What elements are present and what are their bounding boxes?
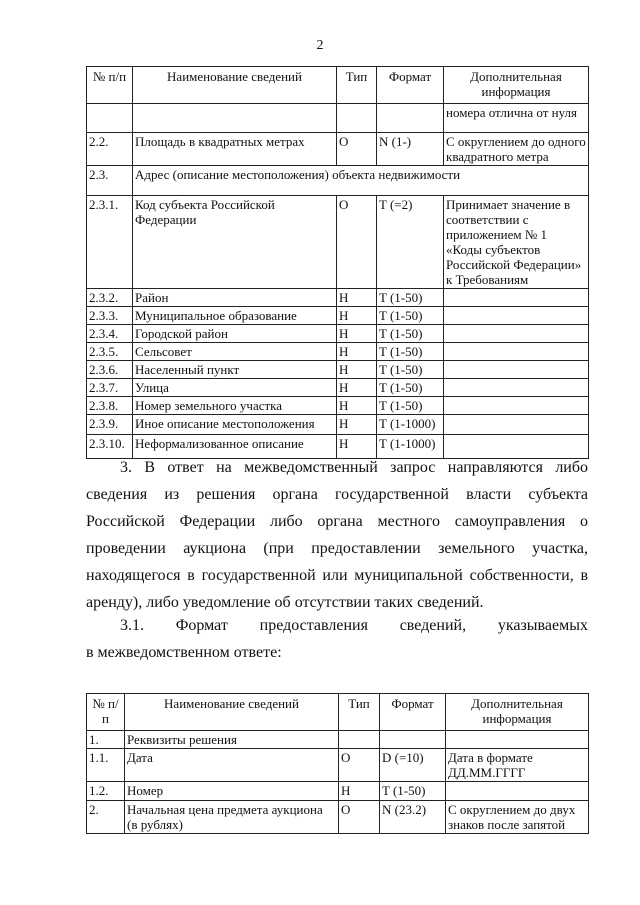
cell-info [444, 397, 589, 415]
header-number: № п/п [87, 694, 125, 731]
paragraph-word: сведений, [399, 617, 467, 634]
cell-type: Н [337, 435, 377, 459]
cell-info [444, 415, 589, 435]
cell-name [133, 104, 337, 133]
table-row [87, 379, 589, 397]
fields-table-2 [86, 693, 589, 834]
header-info: Дополнительная информация [446, 694, 589, 731]
header-format: Формат [377, 67, 444, 104]
table-row [87, 307, 589, 325]
cell-name: Площадь в квадратных метрах [133, 133, 337, 166]
cell-number: 2.3. [87, 166, 133, 196]
paragraph-word: предоставления [259, 617, 368, 634]
table-row [87, 133, 589, 166]
fields-table-1 [86, 66, 589, 459]
cell-number: 1.2. [87, 782, 125, 801]
page-number: 2 [316, 38, 324, 53]
cell-format: T (1-50) [377, 343, 444, 361]
cell-type: Н [337, 415, 377, 435]
cell-name: Городской район [133, 325, 337, 343]
table-row [87, 343, 589, 361]
cell-format: T (1-50) [377, 361, 444, 379]
cell-number: 1. [87, 731, 125, 749]
cell-format: T (1-50) [380, 782, 446, 801]
cell-format: T (1-50) [377, 397, 444, 415]
cell-info [446, 782, 589, 801]
cell-format: D (=10) [380, 749, 446, 782]
cell-name: Муниципальное образование [133, 307, 337, 325]
table-row [87, 166, 589, 196]
cell-format: N (1-) [377, 133, 444, 166]
cell-name: Код субъекта Российской Федерации [133, 196, 337, 289]
header-type: Тип [339, 694, 380, 731]
cell-info: Дата в формате ДД.ММ.ГГГГ [446, 749, 589, 782]
cell-name: Реквизиты решения [125, 731, 339, 749]
table-header-row [87, 67, 589, 104]
cell-type: Н [337, 379, 377, 397]
cell-info [444, 361, 589, 379]
table-row [87, 731, 589, 749]
cell-number: 2.3.2. [87, 289, 133, 307]
cell-number: 2. [87, 801, 125, 834]
cell-name: Сельсовет [133, 343, 337, 361]
table-header-row [87, 694, 589, 731]
cell-info: Принимает значение в соответствии с приложением № 1 «Коды субъектов Российской Федерации» к Требованиям [444, 196, 589, 289]
cell-number: 2.3.10. [87, 435, 133, 459]
cell-number [87, 104, 133, 133]
header-name: Наименование сведений [133, 67, 337, 104]
cell-type: Н [337, 289, 377, 307]
cell-number: 2.3.1. [87, 196, 133, 289]
table-row [87, 801, 589, 834]
table-row [87, 325, 589, 343]
cell-format: T (1-50) [377, 307, 444, 325]
header-format: Формат [380, 694, 446, 731]
cell-name: Неформализованное описание [133, 435, 337, 459]
cell-number: 2.3.6. [87, 361, 133, 379]
table-row [87, 361, 589, 379]
cell-info: С округлением до одного квадратного метра [444, 133, 589, 166]
table-row [87, 289, 589, 307]
cell-section-title: Адрес (описание местоположения) объекта недвижимости [133, 166, 589, 196]
cell-number: 2.2. [87, 133, 133, 166]
paragraph-word: указываемых [497, 617, 588, 634]
cell-format: N (23.2) [380, 801, 446, 834]
table-row [87, 104, 589, 133]
cell-type [337, 104, 377, 133]
cell-info [444, 325, 589, 343]
cell-number: 2.3.4. [87, 325, 133, 343]
cell-number: 2.3.9. [87, 415, 133, 435]
cell-name: Улица [133, 379, 337, 397]
cell-info: С округлением до двух знаков после запятой [446, 801, 589, 834]
cell-format: T (1-50) [377, 289, 444, 307]
cell-type: Н [337, 361, 377, 379]
cell-name: Район [133, 289, 337, 307]
cell-format: T (1-1000) [377, 435, 444, 459]
paragraph-word: Формат [175, 617, 228, 634]
cell-info [444, 289, 589, 307]
cell-info [444, 379, 589, 397]
table-row [87, 397, 589, 415]
cell-type: О [337, 196, 377, 289]
cell-type: О [337, 133, 377, 166]
cell-number: 2.3.5. [87, 343, 133, 361]
cell-format: T (1-50) [377, 325, 444, 343]
table-row [87, 749, 589, 782]
cell-type: Н [337, 307, 377, 325]
header-number: № п/п [87, 67, 133, 104]
cell-type: О [339, 749, 380, 782]
paragraph-3-1-line2: в межведомственном ответе: [86, 644, 282, 661]
cell-format: T (1-50) [377, 379, 444, 397]
table-row [87, 196, 589, 289]
cell-type: Н [337, 343, 377, 361]
cell-info [444, 343, 589, 361]
header-name: Наименование сведений [125, 694, 339, 731]
cell-name: Дата [125, 749, 339, 782]
paragraph-word: 3.1. [120, 617, 144, 634]
cell-number: 1.1. [87, 749, 125, 782]
table-row [87, 415, 589, 435]
cell-format: T (=2) [377, 196, 444, 289]
paragraph-3-1-line1 [86, 612, 588, 639]
cell-name: Иное описание местоположения [133, 415, 337, 435]
cell-type: Н [337, 397, 377, 415]
cell-name: Начальная цена предмета аукциона (в рублях) [125, 801, 339, 834]
cell-number: 2.3.3. [87, 307, 133, 325]
cell-info: номера отлична от нуля [444, 104, 589, 133]
cell-format: T (1-1000) [377, 415, 444, 435]
cell-format [377, 104, 444, 133]
table-row [87, 782, 589, 801]
paragraph-3 [86, 454, 588, 616]
cell-type: О [339, 801, 380, 834]
cell-name: Номер земельного участка [133, 397, 337, 415]
cell-type: Н [339, 782, 380, 801]
cell-name: Номер [125, 782, 339, 801]
paragraph-3-1 [86, 612, 588, 666]
paragraph-3-text: 3. В ответ на межведомственный запрос направляются либо сведения из решения органа государственной власти субъекта Российской Федерации либо органа местного самоуправления о проведении аукциона (при предоставлении земельного участка, находящегося в государственной или муниципальной собственности, в аренду), либо уведомление об отсутствии таких сведений. [86, 459, 588, 611]
cell-number: 2.3.8. [87, 397, 133, 415]
cell-number: 2.3.7. [87, 379, 133, 397]
header-type: Тип [337, 67, 377, 104]
cell-name: Населенный пункт [133, 361, 337, 379]
cell-info [444, 307, 589, 325]
cell-type: Н [337, 325, 377, 343]
cell-format [380, 731, 446, 749]
cell-info [446, 731, 589, 749]
cell-type [339, 731, 380, 749]
header-info: Дополнительная информация [444, 67, 589, 104]
